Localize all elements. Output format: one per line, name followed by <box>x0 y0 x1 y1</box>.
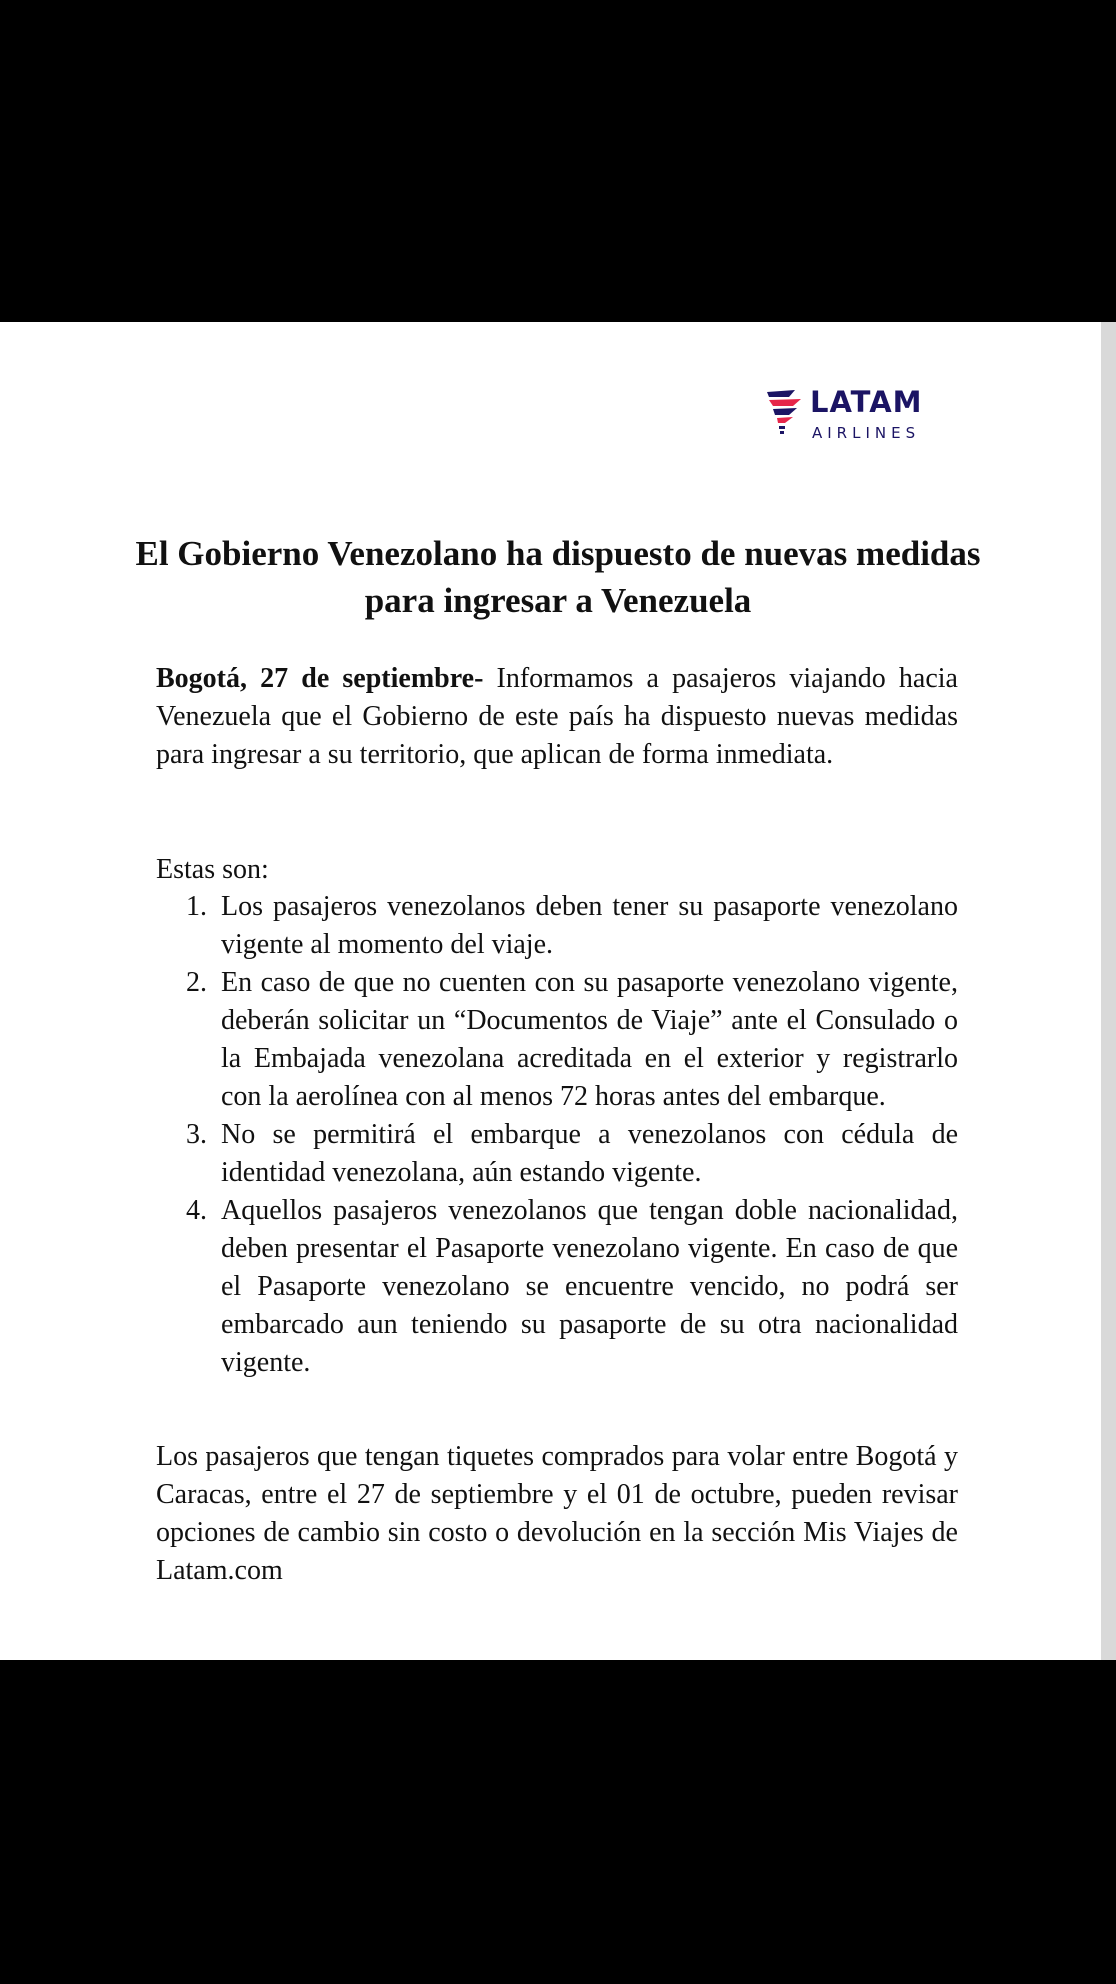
measures-list <box>156 888 958 1382</box>
logo-wordmark: LATAM <box>810 385 923 419</box>
list-item <box>156 1116 958 1192</box>
list-item-text: Aquellos pasajeros venezolanos que tengan doble nacionalidad, deben presentar el Pasaporte venezolano vigente. En caso de que el Pasaporte venezolano se encuentre vencido, no podrá ser embarcado aun teniendo su pasaporte de su otra nacionalidad vigente. <box>221 1195 958 1378</box>
intro-text: Informamos a pasajeros viajando hacia Venezuela que el Gobierno de este país ha dispuesto nuevas medidas para ingresar a su territorio, que aplican de forma inmediata. <box>156 663 958 770</box>
list-item-number: 1. <box>186 891 207 922</box>
list-item-text: Los pasajeros venezolanos deben tener su pasaporte venezolano vigente al momento del viaje. <box>221 891 958 960</box>
list-item <box>156 1192 958 1382</box>
closing-paragraph: Los pasajeros que tengan tiquetes comprados para volar entre Bogotá y Caracas, entre el 27 de septiembre y el 01 de octubre, pueden revisar opciones de cambio sin costo o devolución en la sección Mis Viajes de Latam.com <box>156 1441 958 1586</box>
list-item-number: 3. <box>186 1119 207 1150</box>
latam-logo <box>765 384 945 444</box>
logo-subtitle: AIRLINES <box>812 424 921 442</box>
list-intro: Estas son: <box>156 854 269 885</box>
document-title: El Gobierno Venezolano ha dispuesto de nuevas medidas para ingresar a Venezuela <box>135 534 981 620</box>
page-edge <box>1101 322 1116 1660</box>
list-item-text: No se permitirá el embarque a venezolanos con cédula de identidad venezolana, aún estando vigente. <box>221 1119 958 1188</box>
document-page <box>0 322 1101 1660</box>
list-item-number: 4. <box>186 1195 207 1226</box>
list-item <box>156 964 958 1116</box>
latam-stripes-icon <box>765 388 805 438</box>
dateline: Bogotá, 27 de septiembre- <box>156 663 484 694</box>
intro-paragraph <box>156 660 958 774</box>
list-item-text: En caso de que no cuenten con su pasaporte venezolano vigente, deberán solicitar un “Documentos de Viaje” ante el Consulado o la Embajada venezolana acreditada en el exterior y registrarlo con la aerolínea con al menos 72 horas antes del embarque. <box>221 967 958 1112</box>
list-item-number: 2. <box>186 967 207 998</box>
list-item <box>156 888 958 964</box>
